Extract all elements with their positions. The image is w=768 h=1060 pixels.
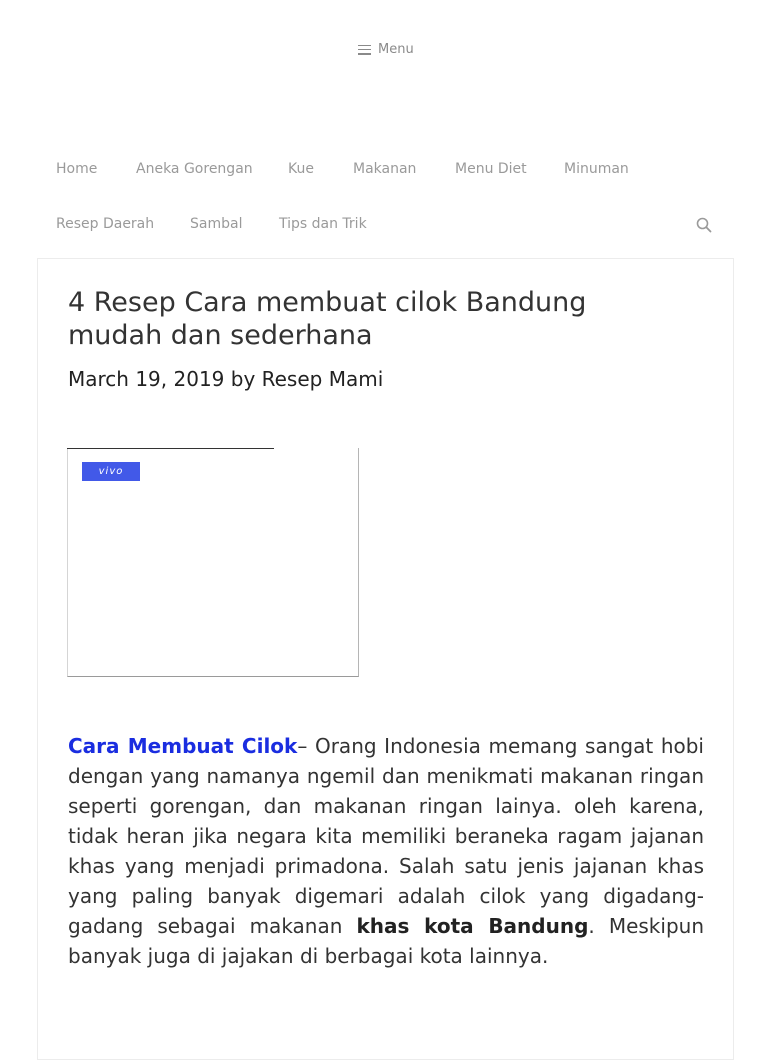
intro-text-part-2: . Meskipun banyak juga di jajakan di berbagai kota lainnya. xyxy=(68,914,704,968)
article-meta: March 19, 2019 by Resep Mami xyxy=(68,367,384,391)
hamburger-icon xyxy=(358,45,371,55)
ad-divider xyxy=(67,448,274,449)
nav-item-home[interactable]: Home xyxy=(56,161,98,177)
cara-membuat-cilok-link[interactable]: Cara Membuat Cilok xyxy=(68,734,298,758)
nav-item-kue[interactable]: Kue xyxy=(288,161,314,177)
menu-label: Menu xyxy=(378,42,414,57)
nav-item-menu-diet[interactable]: Menu Diet xyxy=(455,161,527,177)
intro-strong-text: khas kota Bandung xyxy=(356,914,589,938)
vivo-logo[interactable]: vivo xyxy=(82,462,140,481)
site-header xyxy=(0,0,768,100)
nav-item-tips-dan-trik[interactable]: Tips dan Trik xyxy=(279,216,367,232)
article-card xyxy=(37,258,734,1060)
nav-item-resep-daerah[interactable]: Resep Daerah xyxy=(56,216,155,232)
ad-frame[interactable] xyxy=(67,448,359,677)
nav-item-makanan[interactable]: Makanan xyxy=(353,161,417,177)
intro-text-part-1: – Orang Indonesia memang sangat hobi dengan yang namanya ngemil dan menikmati makanan ringan seperti gorengan, dan makanan ringan lainya. oleh karena, tidak heran jika negara kita memiliki beraneka ragam jajanan khas yang menjadi primadona. Salah satu jenis jajanan khas yang paling banyak digemari adalah cilok yang digadang-gadang sebagai makanan xyxy=(68,734,704,938)
nav-item-minuman[interactable]: Minuman xyxy=(564,161,629,177)
menu-toggle-button[interactable] xyxy=(358,42,414,57)
nav-item-aneka-gorengan[interactable]: Aneka Gorengan xyxy=(136,161,253,177)
article-title: 4 Resep Cara membuat cilok Bandung mudah dan sederhana xyxy=(68,287,587,351)
nav-item-sambal[interactable]: Sambal xyxy=(190,216,243,232)
article-intro-paragraph xyxy=(68,731,704,971)
search-icon[interactable] xyxy=(696,217,712,233)
